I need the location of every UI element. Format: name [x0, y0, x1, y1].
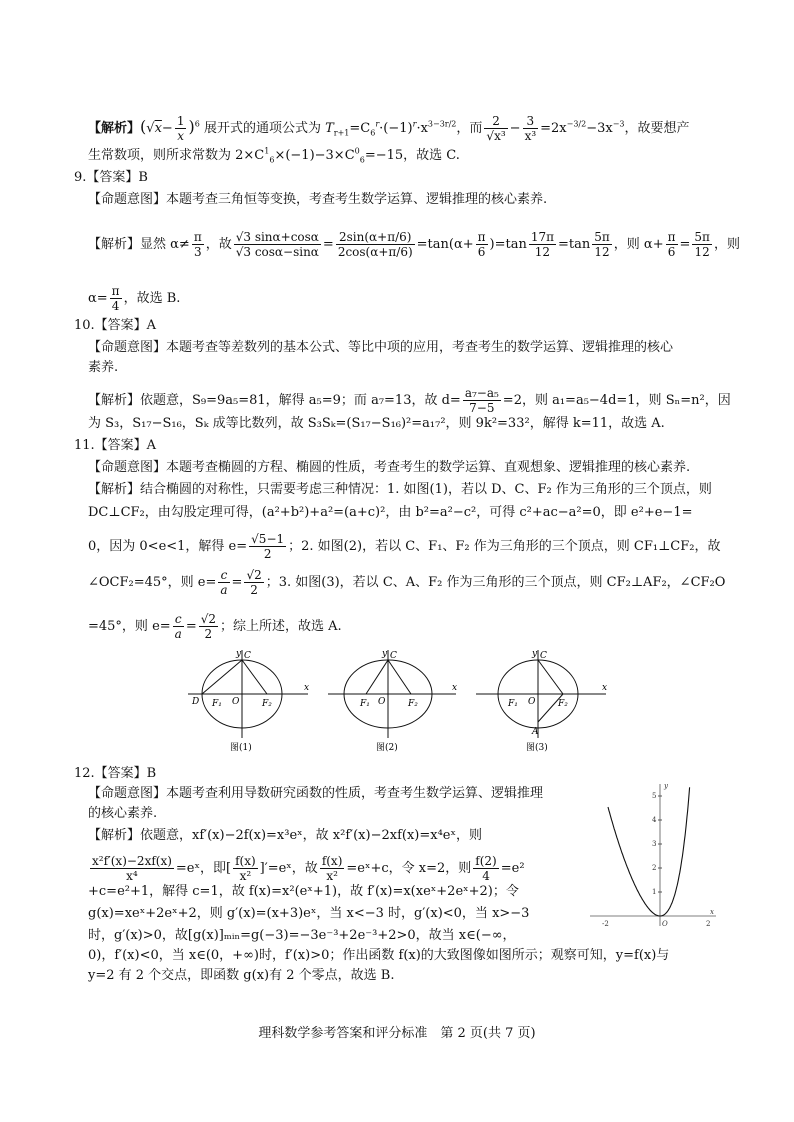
q10-solution-line1: 【解析】依题意，S₉=9a₅=81，解得 a₅=9；而 a₇=13，故 d= $\frac{\text{a₇−a₅}}{7-5}$ =2，则 a₁=a₅−4d=1，则 Sₙ=n²，因	[88, 386, 731, 415]
figure-3-label: 图(3)	[526, 743, 548, 753]
q10-answer: 10.【答案】A	[74, 318, 157, 333]
svg-text:O: O	[232, 697, 240, 707]
svg-text:2: 2	[652, 864, 657, 872]
q12-solution-line6: 0)，f′(x)<0，当 x∈(0，+∞)时，f′(x)>0；作出函数 f(x)的大致图像如图所示；观察可知，y=f(x)与	[88, 948, 670, 963]
svg-text:A: A	[532, 727, 539, 737]
q11-answer: 11.【答案】A	[74, 438, 157, 453]
q12-solution-line7: y=2 有 2 个交点，即函数 g(x)有 2 个零点，故选 B.	[88, 968, 395, 983]
svg-text:5: 5	[652, 792, 657, 800]
figure-1	[188, 649, 309, 753]
svg-text:O: O	[662, 920, 668, 928]
svg-text:4: 4	[652, 816, 657, 824]
q10-intent-line2: 素养.	[88, 360, 119, 375]
q12-answer: 12.【答案】B	[74, 766, 157, 781]
svg-text:y: y	[532, 649, 538, 659]
q11-solution-line4: ∠OCF₂=45°，则 e= $\frac{c}{a}$ = $\frac{√2}{2}$ ；3. 如图(3)，若以 C、A、F₂ 作为三角形的三个顶点，则 CF₂⊥AF₂，∠CF₂O	[88, 568, 726, 597]
q11-ellipse-figures	[180, 646, 620, 758]
svg-text:C: C	[540, 651, 547, 661]
q11-solution-line1: 【解析】结合椭圆的对称性，只需要考虑三种情况：1. 如图(1)，若以 D、C、F₂ 作为三角形的三个顶点，则	[88, 482, 712, 497]
svg-text:D: D	[192, 697, 200, 707]
svg-text:F₁: F₁	[508, 699, 518, 709]
page-footer: 理科数学参考答案和评分标准 第 2 页(共 7 页)	[258, 1026, 536, 1041]
q11-solution-line3: 0，因为 0<e<1，解得 e= $\frac{√5-1}{2}$ ；2. 如图(2)，若以 C、F₁、F₂ 作为三角形的三个顶点，则 CF₁⊥CF₂，故	[88, 532, 721, 561]
svg-text:O: O	[528, 697, 536, 707]
q11-solution-line5: =45°，则 e= $\frac{c}{a}$ = $\frac{√2}{2}$ ；综上所述，故选 A.	[88, 612, 342, 641]
svg-text:C: C	[390, 651, 397, 661]
svg-text:C: C	[244, 651, 251, 661]
svg-text:x: x	[710, 908, 714, 916]
svg-text:3: 3	[652, 840, 657, 848]
svg-text:F₂: F₂	[558, 699, 568, 709]
q11-intent: 【命题意图】本题考查椭圆的方程、椭圆的性质，考查考生的数学运算、直观想象、逻辑推理的核心素养.	[88, 460, 691, 475]
svg-text:F₁: F₁	[212, 699, 222, 709]
q12-intent-line2: 的核心素养.	[88, 806, 158, 821]
q12-solution-line2: $\frac{\text{x²f′(x)−2xf(x)}}{\text{x⁴}}$ =eˣ，即[ $\frac{f(x)}{\text{x²}}$ ]′=eˣ，故 $\frac{f(x)}{\text{x²}}$ =eˣ+c，令 x=2，则 $\frac{f(2)}{4}$ =e²	[92, 854, 525, 883]
q11-solution-line2: DC⊥CF₂，由勾股定理可得，(a²+b²)+a²=(a+c)²，由 b²=a²−c²，可得 c²+ac−a²=0，即 e²+e−1=	[88, 505, 693, 520]
svg-text:y: y	[236, 649, 242, 659]
q12-solution-line4: g(x)=xeˣ+2eˣ+2，则 g′(x)=(x+3)eˣ，当 x<−3 时，g′(x)<0，当 x>−3	[88, 906, 530, 921]
figure-1-label: 图(1)	[230, 743, 252, 753]
q9-solution-line2: α= $\frac{\pi}{4}$ ，故选 B.	[88, 284, 181, 313]
q12-solution-line1: 【解析】依题意，xf′(x)−2f(x)=x³eˣ，故 x²f′(x)−2xf(x)=x⁴eˣ，则	[88, 828, 482, 843]
figure-2	[328, 649, 457, 753]
svg-text:2: 2	[706, 920, 711, 928]
svg-text:y: y	[382, 649, 388, 659]
q10-intent-line1: 【命题意图】本题考查等差数列的基本公式、等比中项的应用，考查考生的数学运算、逻辑推理的核心	[88, 340, 674, 355]
svg-text:x: x	[304, 683, 310, 693]
svg-text:F₂: F₂	[262, 699, 272, 709]
figure-3	[476, 649, 607, 753]
svg-text:x: x	[452, 683, 458, 693]
svg-text:-2: -2	[602, 920, 609, 928]
q9-solution-line1: 【解析】显然 α≠ $\frac{\pi}{3}$ ，故 $\frac{√3 \sin\alpha+\cos\alpha}{√3 \cos\alpha-\sin\alpha}$ = $\frac{2\sin(\alpha+\pi/6)}{2\cos(\alpha+\pi/6)}$ =tan(α+ $\frac{\pi}{6}$ )=tan $\frac{17\pi}{12}$ =tan $\frac{5\pi}{12}$ ，则 α+ $\frac{\pi}{6}$ = $\frac{5\pi}{12}$ ，则	[88, 230, 740, 259]
q12-function-graph	[584, 780, 724, 938]
svg-text:O: O	[378, 697, 386, 707]
svg-text:F₁: F₁	[360, 699, 370, 709]
q9-answer: 9.【答案】B	[74, 170, 148, 185]
q9-intent: 【命题意图】本题考查三角恒等变换，考查考生数学运算、逻辑推理的核心素养.	[88, 192, 548, 207]
q8-line2: 生常数项，则所求常数为 $2\times C^1_6\times(-1)-3\times C^0_6=-15$，故选 C.	[88, 146, 460, 165]
q8-line1: 【解析】(√x− $\frac{1}{x}$ )$^6$ 展开式的通项公式为 $T_{r+1}=C_6^r\cdot(-1)^r\cdot x^{3-3r/2}$，而 $\frac{2}{\text{√x³}}$ − $\frac{3}{\text{x³}}$ $=2x^{-3/2}-3x^{-3}$，故要想产	[88, 114, 690, 143]
svg-text:1: 1	[652, 888, 657, 896]
svg-text:F₂: F₂	[408, 699, 418, 709]
svg-text:x: x	[602, 683, 608, 693]
q12-solution-line3: +c=e²+1，解得 c=1，故 f(x)=x²(eˣ+1)，故 f′(x)=x(xeˣ+2eˣ+2)；令	[88, 884, 519, 899]
q10-solution-line2: 为 S₃，S₁₇−S₁₆，Sₖ 成等比数列，故 S₃Sₖ=(S₁₇−S₁₆)²=a₁₇²，则 9k²=33²，解得 k=11，故选 A.	[88, 416, 665, 431]
figure-2-label: 图(2)	[376, 743, 398, 753]
q12-intent-line1: 【命题意图】本题考查利用导数研究函数的性质，考查考生数学运算、逻辑推理	[88, 786, 544, 801]
q12-solution-line5: 时，g′(x)>0，故[g(x)]ₘᵢₙ=g(−3)=−3e⁻³+2e⁻³+2>0，故当 x∈(−∞，	[88, 928, 516, 943]
svg-text:y: y	[664, 782, 668, 790]
